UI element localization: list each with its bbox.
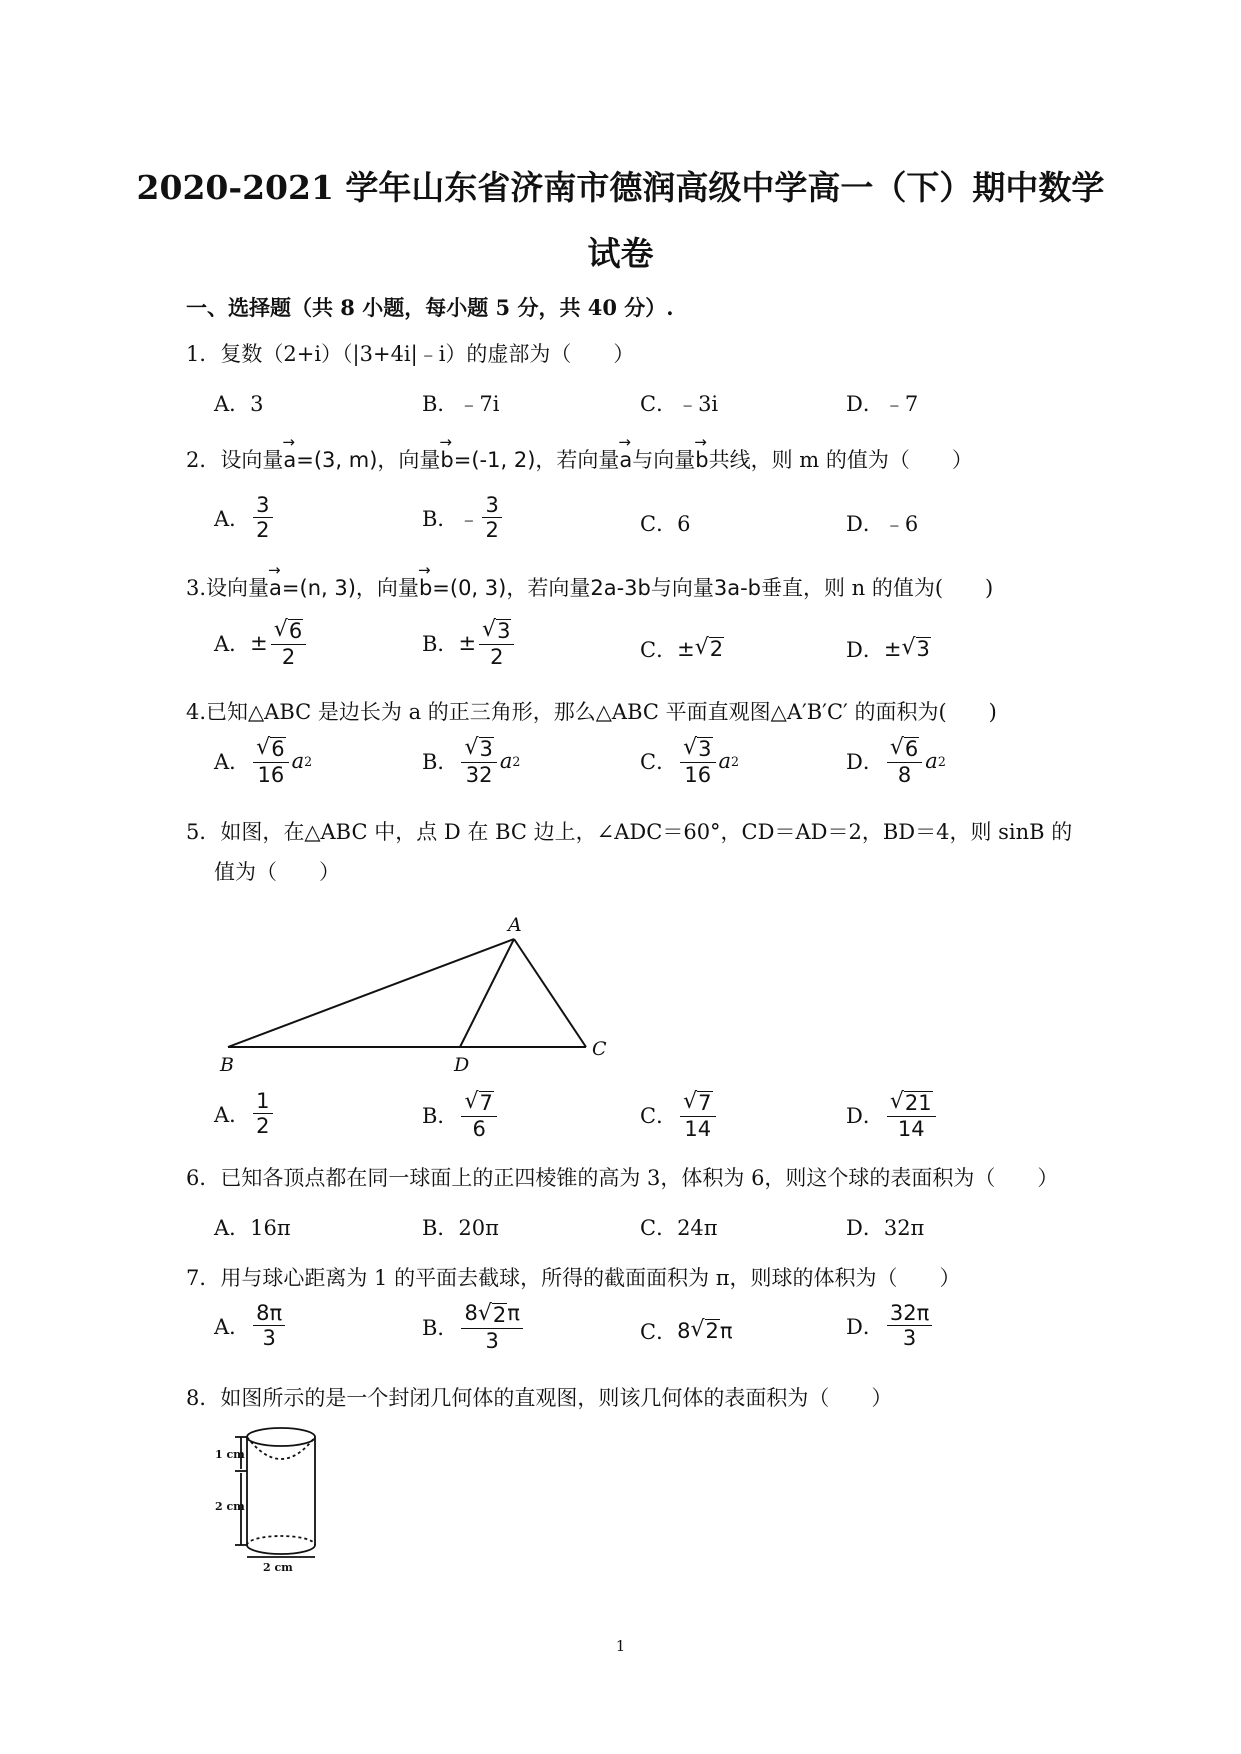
vector-a: → a [619, 448, 632, 472]
option-label: B． [422, 1316, 459, 1341]
pi: π [719, 1319, 733, 1343]
page-number: 1 [615, 1637, 626, 1655]
q3-pre: 3.设向量 [186, 576, 270, 600]
numerator: √ 3 [479, 618, 514, 645]
fraction [482, 494, 501, 541]
radicand: 6 [288, 619, 303, 643]
option-label: A． [214, 1102, 251, 1127]
q2-option-b [422, 494, 505, 541]
numerator: 3 [253, 494, 272, 518]
q6-option-c: C．24π [640, 1216, 718, 1240]
numerator: 32π [887, 1302, 932, 1326]
label-1cm: 1 cm [215, 1448, 245, 1461]
variable-a: a [718, 749, 732, 774]
segment-ac [514, 939, 586, 1047]
option-label: C． [640, 638, 678, 662]
denominator: 16 [684, 763, 712, 788]
hemisphere-arc [247, 1437, 315, 1459]
q5-option-c [640, 1090, 719, 1140]
section-heading: 一、选择题（共 8 小题，每小题 5 分，共 40 分）. [186, 295, 674, 320]
pi: π [507, 1301, 520, 1325]
q3-mid: 与向量 [650, 576, 714, 600]
q2-b-eq: =(-1, 2)，若向量 [453, 448, 620, 472]
page-title-line2: 试卷 [587, 234, 654, 273]
denominator: 2 [256, 518, 270, 543]
fraction [253, 1090, 272, 1137]
numerator: 8π [253, 1302, 285, 1326]
q2-a-eq: =(3, m)，向量 [296, 448, 441, 472]
q1-option-c: C．﹣3i [640, 392, 719, 416]
radicand: 6 [271, 737, 285, 761]
question-6-stem: 6．已知各顶点都在同一球面上的正四棱锥的高为 3，体积为 6，则这个球的表面积为（ ） [186, 1166, 1059, 1190]
q2-option-c: C．6 [640, 512, 691, 536]
fraction: √ 3 16 [680, 736, 715, 786]
label-point-c: C [592, 1038, 607, 1060]
q2-option-a [214, 494, 276, 541]
q3-expr1: 2a-3b [590, 576, 651, 600]
denominator: 2 [256, 1114, 270, 1139]
denominator: 2 [485, 518, 499, 543]
option-label: D． [846, 1314, 884, 1339]
denominator: 6 [472, 1117, 486, 1142]
option-label: B． [422, 750, 459, 775]
option-label: B．﹣ [422, 506, 480, 531]
q3-option-c: C． ± √ 2 [640, 634, 724, 662]
q3-a-eq: =(n, 3)，向量 [281, 576, 419, 600]
q2-mid: 与向量 [632, 448, 696, 472]
vector-b: → b [440, 448, 453, 472]
variable-a: a [925, 749, 938, 774]
option-label: A． [214, 632, 251, 657]
fraction [479, 618, 514, 668]
numerator: √ 6 [271, 618, 306, 645]
question-4-stem: 4.已知△ABC 是边长为 a 的正三角形，那么△ABC 平面直观图△A′B′C′ 的面积为( ) [186, 700, 997, 724]
q2-post: 共线，则 m 的值为（ ） [708, 448, 973, 472]
radicand: 3 [916, 636, 930, 661]
q7-option-b [422, 1302, 526, 1352]
q6-option-b: B．20π [422, 1216, 499, 1240]
option-label: C． [640, 750, 678, 775]
fraction: √ 6 8 [887, 736, 922, 786]
q3-expr2: 3a-b [713, 576, 761, 600]
option-label: D． [846, 1104, 884, 1129]
q6-option-d: D．32π [846, 1216, 925, 1240]
q4-option-b: B． √ 3 32 a 2 [422, 735, 521, 788]
denominator: 2 [490, 645, 504, 670]
triangle-figure [210, 905, 630, 1075]
q4-option-d: D． √ 6 8 a 2 [846, 735, 946, 788]
cylinder-bottom-front [247, 1545, 315, 1554]
fraction [887, 1302, 932, 1349]
option-label: A． [214, 750, 251, 775]
label-2cm-height: 2 cm [215, 1500, 245, 1513]
label-point-b: B [220, 1054, 234, 1075]
cylinder-bottom-back [247, 1536, 315, 1545]
segment-ba [228, 939, 514, 1047]
denominator: 3 [485, 1329, 499, 1354]
question-1-stem: 1．复数（2+i）（|3+4i|﹣i）的虚部为（ ） [186, 342, 635, 366]
radicand: 3 [497, 619, 511, 643]
denominator: 16 [257, 763, 285, 788]
q5-option-a [214, 1090, 276, 1137]
radicand: 2 [492, 1303, 507, 1327]
fraction [253, 1302, 285, 1349]
q3-option-b [422, 618, 517, 668]
option-label: C． [640, 1320, 678, 1344]
label-point-d: D [454, 1054, 470, 1075]
question-5-line1: 5．如图，在△ABC 中，点 D 在 BC 边上，∠ADC＝60°，CD＝AD＝2，BD＝4，则 sinB 的 [186, 820, 1073, 844]
q7-option-d [846, 1302, 935, 1349]
variable-a: a [291, 749, 305, 774]
q3-post: 垂直，则 n 的值为( ) [760, 576, 994, 600]
fraction [253, 494, 272, 541]
denominator: 3 [262, 1326, 276, 1351]
fraction: 8 √ 2 π 3 [461, 1302, 522, 1352]
radicand: 3 [479, 737, 493, 761]
page-title-line1: 2020-2021 学年山东省济南市德润高级中学高一（下）期中数学 [136, 168, 1105, 207]
option-label: B． [422, 1104, 459, 1129]
denominator: 14 [897, 1117, 925, 1142]
denominator: 3 [902, 1326, 917, 1351]
numerator: 3 [482, 494, 501, 518]
cylinder-figure [215, 1415, 355, 1575]
question-5-line2: 值为（ ） [214, 860, 340, 884]
radicand: 3 [698, 737, 712, 761]
radicand: 6 [904, 737, 919, 761]
coefficient: 8 [677, 1319, 691, 1343]
q3-option-d: D． ± √ 3 [846, 634, 930, 662]
denominator: 14 [684, 1117, 712, 1142]
q5-option-d [846, 1090, 939, 1140]
q4-option-c: C． √ 3 16 a 2 [640, 735, 740, 788]
fraction: √ 21 14 [887, 1090, 936, 1140]
vector-b: → b [695, 448, 708, 472]
fraction: √ 7 14 [680, 1090, 715, 1140]
option-label: D． [846, 750, 884, 775]
cylinder-top-ellipse [247, 1428, 315, 1446]
label-2cm-width: 2 cm [263, 1561, 293, 1574]
q7-option-c: C． 8 √ 2 π [640, 1316, 733, 1344]
option-label: A． [214, 1314, 251, 1339]
q1-option-a: A．3 [214, 392, 264, 416]
radicand: 21 [904, 1091, 932, 1115]
radicand: 2 [709, 636, 724, 661]
coefficient: 8 [464, 1301, 478, 1325]
option-label: C． [640, 1104, 678, 1129]
radicand: 2 [705, 1318, 719, 1343]
q1-option-d: D．﹣7 [846, 392, 919, 416]
fraction [271, 618, 306, 668]
numerator: 1 [253, 1090, 272, 1114]
q7-option-a [214, 1302, 288, 1349]
question-8-stem: 8．如图所示的是一个封闭几何体的直观图，则该几何体的表面积为（ ） [186, 1386, 893, 1410]
q2-pre: 2．设向量 [186, 448, 284, 472]
option-label: A． [214, 506, 251, 531]
plus-minus: ± [883, 637, 902, 661]
segment-ad [460, 939, 514, 1047]
fraction: √ 6 16 [253, 736, 288, 786]
denominator: 8 [897, 763, 912, 788]
q1-option-b: B．﹣7i [422, 392, 500, 416]
option-label: B． [422, 632, 459, 657]
vector-a: → a [283, 448, 296, 472]
radicand: 7 [698, 1091, 712, 1115]
radicand: 7 [479, 1091, 493, 1115]
q3-option-a [214, 618, 309, 668]
variable-a: a [499, 749, 513, 774]
q2-option-d: D．﹣6 [846, 512, 919, 536]
question-3-stem [186, 572, 993, 602]
vector-a: → a [269, 576, 282, 600]
question-2-stem [186, 444, 973, 474]
plus-minus: ± [250, 631, 268, 656]
question-7-stem: 7．用与球心距离为 1 的平面去截球，所得的截面面积为 π，则球的体积为（ ） [186, 1266, 961, 1290]
option-label: D． [846, 638, 884, 662]
vector-b: → b [419, 576, 432, 600]
fraction: √ 3 32 [461, 736, 496, 786]
plus-minus: ± [458, 631, 477, 656]
fraction: √ 7 6 [461, 1090, 496, 1140]
plus-minus: ± [677, 637, 695, 661]
q6-option-a: A．16π [214, 1216, 291, 1240]
q5-option-b [422, 1090, 500, 1140]
q3-b-eq: =(0, 3)，若向量 [432, 576, 591, 600]
denominator: 2 [281, 645, 296, 670]
denominator: 32 [465, 763, 493, 788]
q4-option-a: A． √ 6 16 a 2 [214, 735, 313, 788]
label-point-a: A [508, 914, 522, 936]
